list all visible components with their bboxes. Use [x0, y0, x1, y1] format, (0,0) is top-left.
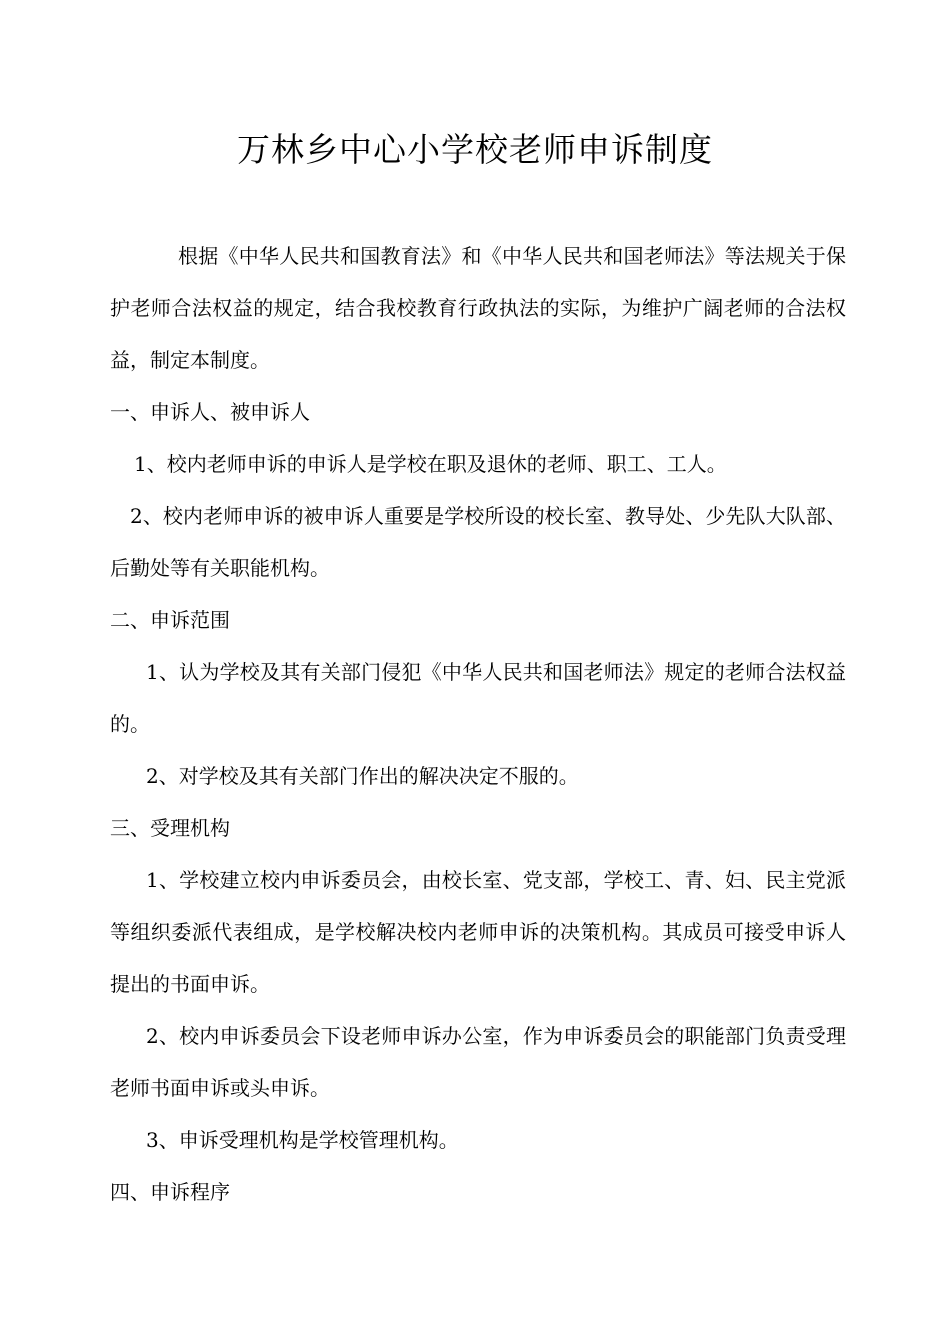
document-title: 万林乡中心小学校老师申诉制度	[237, 130, 713, 169]
section-3-item-2: 2、校内申诉委员会下设老师申诉办公室，作为申诉委员会的职能部门负责受理老师书面申诉或头申诉。	[110, 1024, 846, 1100]
section-1-item-1: 1、校内老师申诉的申诉人是学校在职及退休的老师、职工、工人。	[134, 452, 727, 476]
section-1-item-2: 2、校内老师申诉的被申诉人重要是学校所设的校长室、教导处、少先队大队部、后勤处等有关职能机构。	[110, 504, 846, 580]
section-3-item-1: 1、学校建立校内申诉委员会，由校长室、党支部，学校工、青、妇、民主党派等组织委派代表组成，是学校解决校内老师申诉的决策机构。其成员可接受申诉人提出的书面申诉。	[110, 868, 846, 996]
section-heading-2: 二、申诉范围	[110, 608, 230, 632]
section-2-item-1: 1、认为学校及其有关部门侵犯《中华人民共和国老师法》规定的老师合法权益的。	[110, 660, 846, 736]
document-body	[110, 230, 846, 1218]
section-heading-1: 一、申诉人、被申诉人	[110, 400, 310, 424]
section-heading-3: 三、受理机构	[110, 816, 230, 840]
section-2-item-2: 2、对学校及其有关部门作出的解决决定不服的。	[146, 764, 579, 788]
intro-paragraph: 根据《中华人民共和国教育法》和《中华人民共和国老师法》等法规关于保护老师合法权益的规定，结合我校教育行政执法的实际，为维护广阔老师的合法权益，制定本制度。	[110, 244, 846, 372]
section-heading-4: 四、申诉程序	[110, 1180, 230, 1204]
section-3-item-3: 3、申诉受理机构是学校管理机构。	[146, 1128, 459, 1152]
